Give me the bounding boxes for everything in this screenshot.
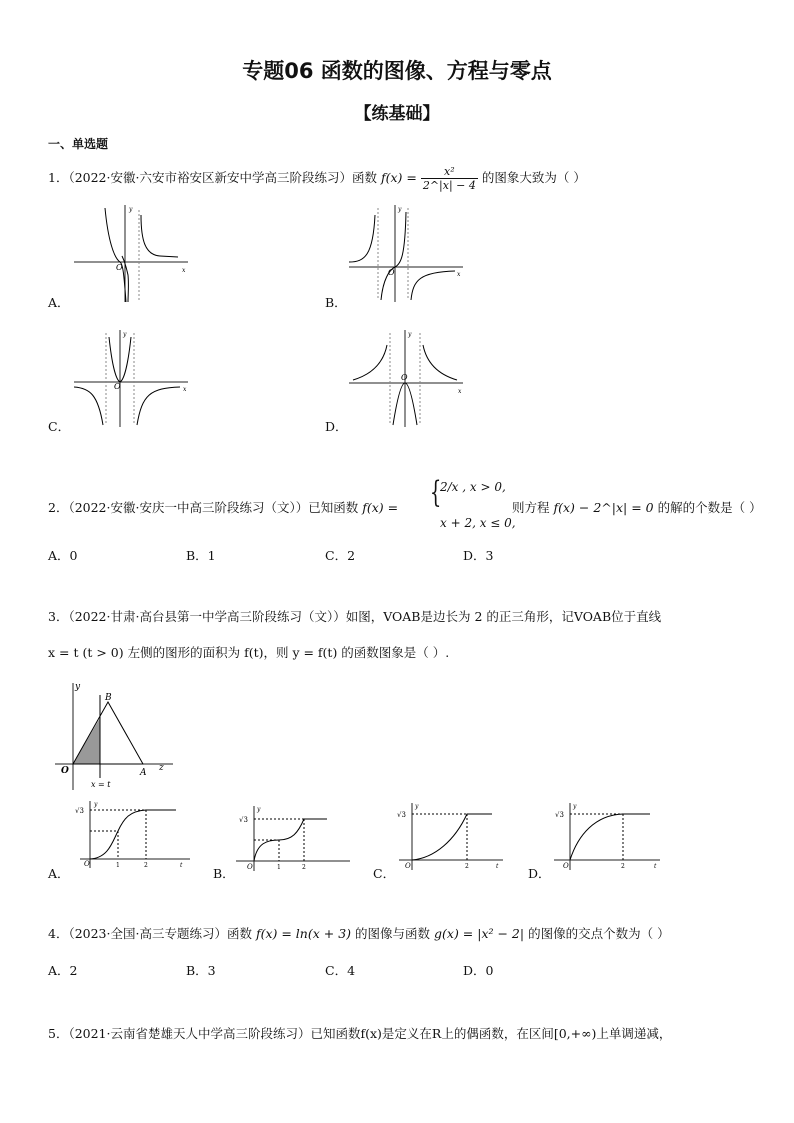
- q3b-sqrt3: √3: [239, 816, 248, 824]
- q1-option-c: C．: [48, 419, 71, 434]
- q1-option-b: B．: [325, 295, 347, 310]
- q4-g: g(x) = |x² − 2|: [434, 926, 525, 941]
- question-1: [48, 165, 586, 192]
- svg-text:y: y: [573, 803, 577, 810]
- q2-suffix: 则方程: [512, 500, 550, 515]
- svg-text:O: O: [84, 860, 90, 868]
- q3-graph-a: [70, 798, 195, 870]
- q4-mid: 的图像与函数: [355, 926, 431, 941]
- q3-figure-triangle: [45, 675, 180, 795]
- q1-suffix: 的图象大致为（ ）: [481, 170, 586, 185]
- q1-numerator: x²: [421, 165, 478, 179]
- svg-text:2: 2: [621, 863, 625, 870]
- svg-text:2: 2: [302, 864, 306, 871]
- q1-prefix: 1．（2022·安徽·六安市裕安区新安中学高三阶段练习）函数: [48, 170, 377, 185]
- q2-case-1: 2/x , x > 0,: [440, 480, 506, 494]
- svg-text:O: O: [563, 862, 569, 870]
- q4-f: f(x) = ln(x + 3): [255, 926, 352, 941]
- question-4: [48, 924, 670, 942]
- q3-option-a: A．: [48, 866, 70, 881]
- q3-label-z: z: [159, 763, 164, 773]
- q2-case-2: x + 2, x ≤ 0,: [440, 516, 516, 530]
- q1-denominator: 2^|x| − 4: [422, 179, 476, 192]
- q1-graph-c: [70, 325, 195, 430]
- q1-graph-d: [345, 325, 470, 430]
- q2-option-c: C．2: [325, 548, 356, 563]
- svg-text:1: 1: [116, 862, 120, 869]
- q3d-sqrt3: √3: [555, 811, 564, 819]
- q3-label-y: y: [75, 682, 81, 692]
- q1-fraction: [421, 165, 478, 192]
- q3-graph-c: [395, 800, 510, 872]
- q3-label-o: O: [61, 766, 69, 776]
- question-5: 5．（2021·云南省楚雄天人中学高三阶段练习）已知函数f(x)是定义在R上的偶函数，在区间[0,+∞)上单调递减，: [48, 1026, 672, 1041]
- svg-text:y: y: [94, 801, 98, 808]
- svg-text:x: x: [182, 267, 186, 274]
- q2-end: 的解的个数是（ ）: [657, 500, 762, 515]
- svg-text:x: x: [183, 386, 187, 393]
- svg-text:O: O: [116, 263, 123, 272]
- q4-option-b: B．3: [186, 963, 216, 978]
- svg-text:y: y: [408, 331, 412, 338]
- svg-text:t: t: [180, 862, 183, 869]
- svg-text:O: O: [405, 862, 411, 870]
- q3-option-d: D．: [528, 866, 551, 881]
- svg-text:2: 2: [144, 862, 148, 869]
- page-subtitle: 【练基础】: [354, 104, 440, 124]
- q1-graph-a: [70, 200, 195, 305]
- svg-text:t: t: [496, 863, 499, 870]
- q4-option-c: C．4: [325, 963, 356, 978]
- q3-label-b: B: [105, 693, 112, 703]
- q4-option-d: D．0: [463, 963, 494, 978]
- q3-option-b: B．: [213, 866, 235, 881]
- svg-text:O: O: [247, 863, 253, 871]
- svg-text:2: 2: [465, 863, 469, 870]
- q2-brace: {: [429, 475, 442, 510]
- svg-text:y: y: [415, 803, 419, 810]
- svg-text:y: y: [257, 806, 261, 813]
- svg-text:O: O: [388, 268, 395, 277]
- q1-func: f(x) =: [380, 170, 417, 185]
- q2-equation: f(x) − 2^|x| = 0: [553, 500, 654, 515]
- svg-text:O: O: [401, 373, 408, 382]
- q3-graph-d: [550, 800, 665, 872]
- q1-option-a: A．: [48, 295, 70, 310]
- q4-prefix: 4．（2023·全国·高三专题练习）函数: [48, 926, 252, 941]
- q1-graph-b: [345, 200, 470, 305]
- q2-option-a: A．0: [48, 548, 78, 563]
- q3-line-1: 3．（2022·甘肃·高台县第一中学高三阶段练习（文））如图，VOAB是边长为 2 的正三角形，记VOAB位于直线: [48, 609, 662, 624]
- page-title: 专题06 函数的图像、方程与零点: [242, 59, 552, 83]
- q2-rest: [512, 498, 762, 516]
- question-2: [48, 498, 398, 516]
- q3-label-xt: x = t: [91, 780, 111, 789]
- q4-option-a: A．2: [48, 963, 78, 978]
- q3a-sqrt3: √3: [75, 807, 84, 815]
- svg-text:x: x: [457, 271, 461, 278]
- q3c-sqrt3: √3: [397, 811, 406, 819]
- q3-graph-b: [232, 803, 357, 875]
- q3-label-a: A: [140, 768, 147, 778]
- q4-end: 的图像的交点个数为（ ）: [528, 926, 670, 941]
- svg-text:t: t: [654, 863, 657, 870]
- svg-text:y: y: [398, 206, 402, 213]
- q2-option-b: B．1: [186, 548, 216, 563]
- q1-option-d: D．: [325, 419, 348, 434]
- q2-func: f(x) =: [362, 500, 399, 515]
- q3-option-c: C．: [373, 866, 396, 881]
- svg-text:O: O: [114, 382, 121, 391]
- svg-text:1: 1: [277, 864, 281, 871]
- q3-line-2: x = t (t > 0) 左侧的图形的面积为 f(t)，则 y = f(t) 的函数图象是（ ）.: [48, 645, 450, 660]
- svg-text:y: y: [129, 206, 133, 213]
- svg-text:x: x: [458, 388, 462, 395]
- svg-text:y: y: [123, 331, 127, 338]
- q2-prefix: 2．（2022·安徽·安庆一中高三阶段练习（文））已知函数: [48, 500, 359, 515]
- q2-option-d: D．3: [463, 548, 494, 563]
- section-heading: 一、单选题: [48, 137, 109, 151]
